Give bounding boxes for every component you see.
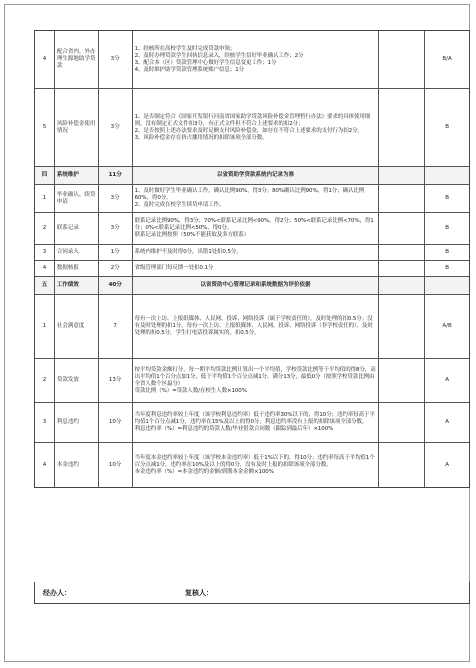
cell-score2	[379, 185, 425, 212]
cell-no: 1	[35, 185, 55, 212]
cell-desc: 1、经核所在高校学生及时完成贷款申领； 2、及时办理贷款学生回执信息录入，经核学生信好毕业确认工作；2分 3、配合本（区）贷款管理中心做好学生信息变更工作；1分 4、及时维护助学贷款管理系统账户信息；1分	[133, 31, 380, 88]
cell-desc: 1、及时做好学生毕业确认工作，确认比例90%，得3分；80%确认比例90%，得1分；确认比例60%，得0分。 2、及时完成在校学生续贷申请工作。	[133, 185, 380, 212]
cell-grade: A	[445, 461, 449, 468]
signature-row	[34, 582, 470, 604]
table-row	[35, 359, 469, 403]
cell-score2	[379, 31, 425, 88]
cell-item: 系统维护	[55, 167, 99, 184]
evaluation-table	[34, 30, 470, 488]
cell-title: 以省资助中心管理记录和系统数据为评价依据	[133, 277, 380, 294]
reviewer-label: 复核人：	[185, 588, 213, 597]
cell-desc: 按平均贷款金额打分，每一期平均贷款比例计算出一个平均值，学校贷款比例等于平均值的得8分，高出平均值1个百分点加1分，低于平均值1个百分点减1分，满分13分，最低0分（按照学校贷款比例由全省人数个区最分） 贷款比例（%）=贷款人数/在校生人数×100%	[133, 359, 380, 402]
section-row	[35, 167, 469, 185]
cell-score: 10分	[99, 443, 133, 487]
cell-item: 本金违约	[55, 443, 99, 487]
cell-score2	[379, 403, 425, 442]
cell-score: 11分	[99, 167, 133, 184]
cell-grade: A	[445, 377, 449, 383]
cell-grade: B	[445, 195, 449, 201]
cell-item: 社会满意度	[55, 295, 99, 358]
table-row	[35, 185, 469, 213]
table-row	[35, 443, 469, 487]
cell-score: 2分	[99, 261, 133, 276]
cell-grade: B	[445, 124, 449, 130]
cell-no: 2	[35, 213, 55, 244]
cell-empty	[379, 277, 425, 294]
cell-grade: B	[445, 249, 449, 255]
cell-score: 7	[99, 295, 133, 358]
cell-no: 四	[35, 167, 55, 184]
table-row	[35, 31, 469, 89]
cell-no: 5	[35, 89, 55, 166]
cell-no: 3	[35, 245, 55, 260]
cell-score: 3分	[99, 89, 133, 166]
cell-score: 3分	[99, 185, 133, 212]
cell-grade: B/A	[442, 56, 452, 62]
cell-item: 联系记录	[55, 213, 99, 244]
cell-score: 13分	[99, 359, 133, 402]
cell-desc: 省级管理部门每反馈一处扣0.1分	[133, 261, 380, 276]
cell-item: 工作绩效	[55, 277, 99, 294]
cell-desc: 1、是否制定符合《国家开发银行河南省国家助学贷款风险补偿金管理暂行办法》要求的具体使用细则，没有制定正式文件扣3分，有正式文件但不符合上述要求的扣2分； 2、是否按照上述办法要求及时足额支付风险补偿金，如存在不符合上述要求的支付行为扣2分。 3、风险补偿金存在挤占挪用情况的扣除该项全部分数。	[133, 89, 380, 166]
cell-no: 1	[35, 295, 55, 358]
cell-item: 配合省内、外办理生源地助学贷款	[55, 31, 99, 88]
cell-item: 风险补偿金使用情况	[55, 89, 99, 166]
cell-score2	[379, 443, 425, 487]
cell-grade: B	[445, 265, 449, 271]
cell-item: 数据核报	[55, 261, 99, 276]
cell-score2	[379, 359, 425, 402]
cell-no: 2	[35, 359, 55, 402]
cell-title: 以省资助学贷款系统内记录为准	[133, 167, 380, 184]
table-row	[35, 213, 469, 245]
cell-item: 毕业确认、续贷申请	[55, 185, 99, 212]
cell-desc: 每有一次上访、上报纸媒体、人民网、投诉、网络投诉（属于学校责任的），及时处理的扣0.5分；没有及时处理的扣1分。每有一次上访、上报纸媒体、人民网、投诉、网络投诉（非学校责任的）、及时处理的扣0.5分，学生打电话投诉属实的，扣0.5分。	[133, 295, 380, 358]
cell-score2	[379, 245, 425, 260]
table-row	[35, 295, 469, 359]
cell-score: 40分	[99, 277, 133, 294]
table-row	[35, 261, 469, 277]
cell-no: 五	[35, 277, 55, 294]
cell-score: 1分	[99, 245, 133, 260]
cell-no: 3	[35, 403, 55, 442]
cell-score: 3分	[99, 213, 133, 244]
cell-grade: A	[445, 419, 449, 425]
cell-no: 4	[35, 31, 55, 88]
cell-score2	[379, 261, 425, 276]
cell-score: 10分	[99, 403, 133, 442]
cell-empty	[425, 167, 469, 184]
cell-score2	[379, 89, 425, 166]
table-row	[35, 403, 469, 443]
cell-no: 4	[35, 261, 55, 276]
cell-item: 利息违约	[55, 403, 99, 442]
cell-score2	[379, 295, 425, 358]
cell-empty	[379, 167, 425, 184]
cell-score: 3分	[99, 31, 133, 88]
cell-desc: 当年度本金违约率较上年度（该学校本金违约率）低于1%以下的，得10分；违约率每高于平均值1个百分点减1分，违约率在10%及以上的得0分，没有及时上报的扣除该项全部分数。 本金违约率（%）=本金违约的金额/到期本金金额×100%	[133, 443, 380, 487]
handler-label: 经办人：	[43, 588, 71, 597]
table-row	[35, 245, 469, 261]
cell-item: 合同录入	[55, 245, 99, 260]
section-row	[35, 277, 469, 295]
cell-desc: 系统内维护不及时得0分，出错1处扣0.5分。	[133, 245, 380, 260]
cell-grade: A/B	[442, 323, 452, 329]
cell-no: 4	[35, 443, 55, 487]
cell-desc: 当年度利息违约率较上年度（该学校利息违约率）低于违约率30%以下的，得10分；违约率每高于平均值1个百分点减1分，违约率在15%及以上的得0分，利息违约率没有上报的扣除该项全部分数。 利息违约率（%）=利息违约的贷款人数/毕业借款合同数（跟踪到最后年）×100%	[133, 403, 380, 442]
table-row	[35, 89, 469, 167]
cell-grade: B	[445, 225, 449, 231]
cell-item: 贷款发放	[55, 359, 99, 402]
cell-desc: 联系记录比例90%，得3分；70%<联系记录比例<90%，得2分；50%<联系记录比例<70%，得1分；0%<联系记录比例<50%，得0分。 联系记录比例按照（50%不能获取及多方联系）	[133, 213, 380, 244]
cell-empty	[425, 277, 469, 294]
cell-score2	[379, 213, 425, 244]
